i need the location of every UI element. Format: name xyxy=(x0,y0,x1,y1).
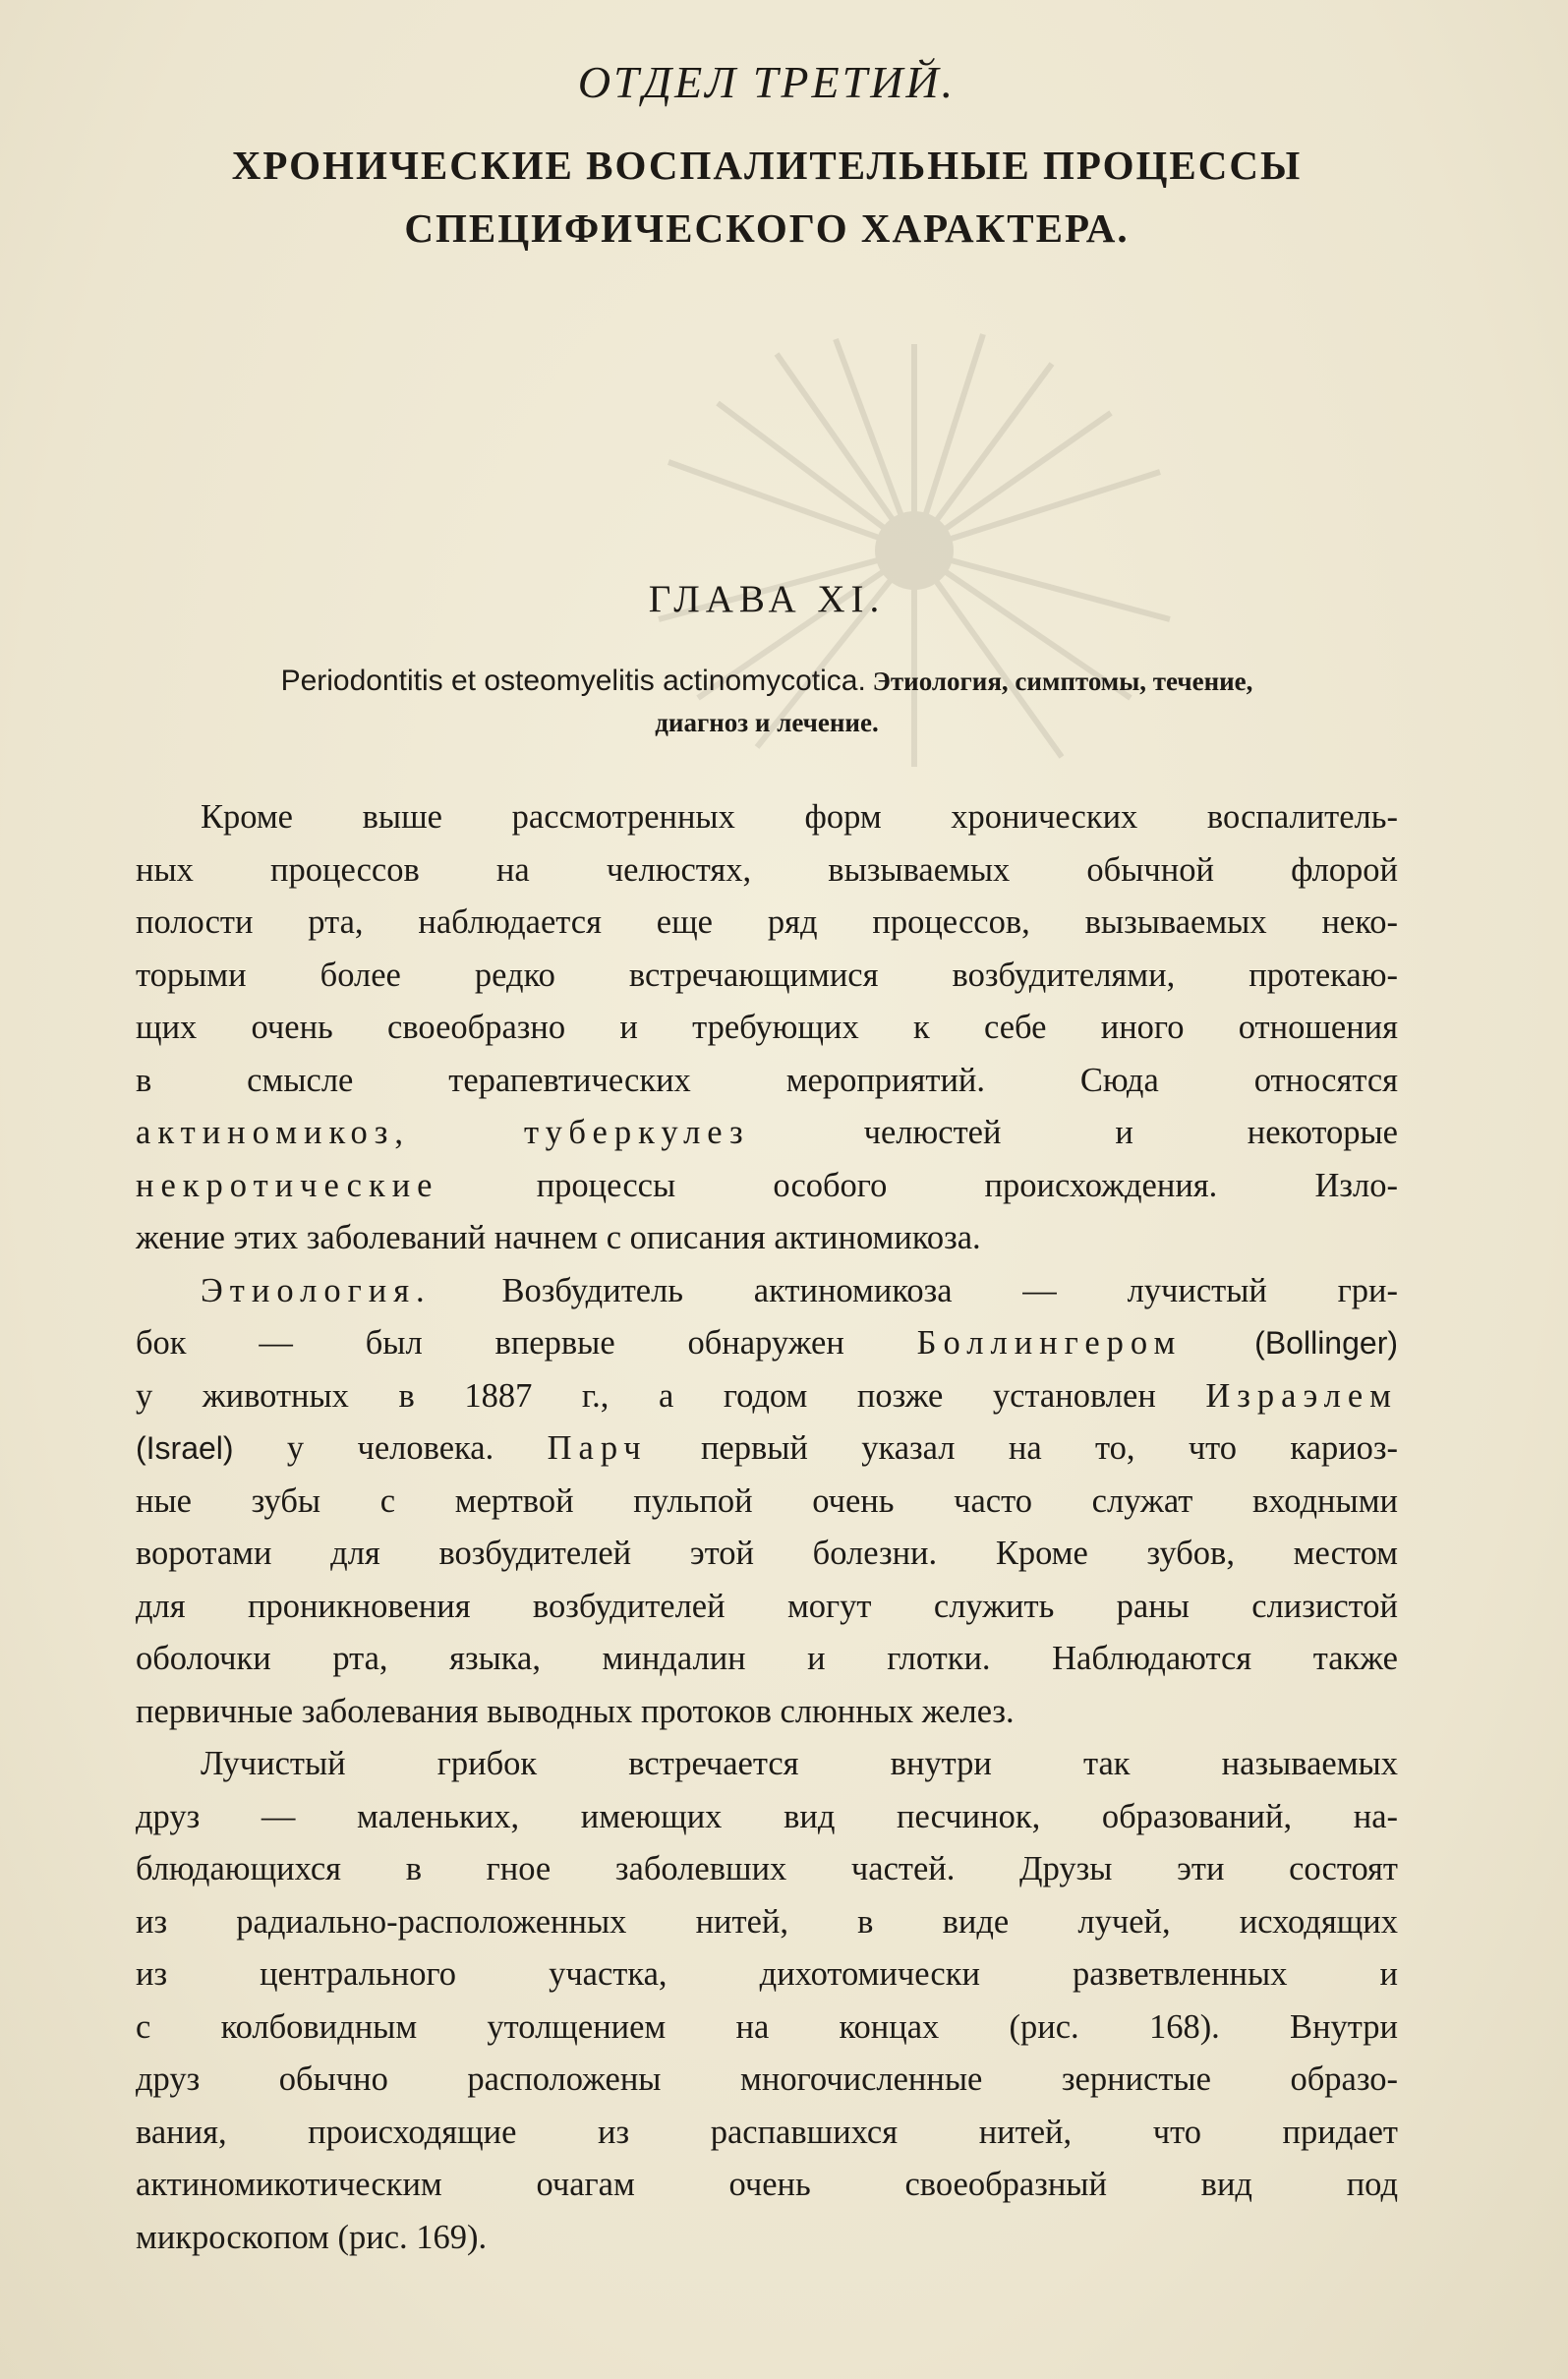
text-line: ных процессов на челюстях, вызываемых обычной флорой xyxy=(136,850,1398,889)
text-fragment: Возбудитель актиномикоза — лучистый гри- xyxy=(501,1271,1399,1309)
text-fragment: бок — был впервые обнаружен xyxy=(136,1324,844,1362)
text-fragment: у животных в 1887 г., а годом позже установлен xyxy=(136,1376,1156,1415)
text-line: воротами для возбудителей этой болезни. Кроме зубов, местом xyxy=(136,1535,1398,1572)
text-line: блюдающихся в гное заболевших частей. Друзы эти состоят xyxy=(136,1850,1398,1887)
text-line: щих очень своеобразно и требующих к себе иного отношения xyxy=(136,1009,1398,1046)
text-line: для проникновения возбудителей могут служить раны слизистой xyxy=(136,1587,1398,1625)
chapter-subtitle xyxy=(136,661,1398,743)
text-line: друз обычно расположены многочисленные зернистые образо- xyxy=(136,2060,1398,2098)
latin-name: (Bollinger) xyxy=(1254,1325,1398,1361)
paragraph-2 xyxy=(136,1265,1398,1739)
section-run-in-heading: Этиология. xyxy=(201,1271,432,1309)
text-line: жение этих заболеваний начнем с описания актиномикоза. xyxy=(136,1219,981,1256)
text-line: первичные заболевания выводных протоков слюнных желез. xyxy=(136,1692,1015,1730)
text-line: в смысле терапевтических мероприятий. Сюда относятся xyxy=(136,1061,1398,1099)
section-label: ОТДЕЛ ТРЕТИЙ. xyxy=(577,57,957,107)
text-line: друз — маленьких, имеющих вид песчинок, образований, на- xyxy=(136,1797,1398,1835)
chapter-subtitle-topics: Этиология, симптомы, течение, xyxy=(872,667,1253,696)
text-line: микроскопом (рис. 169). xyxy=(136,2218,488,2256)
text-line xyxy=(136,1422,1398,1476)
body-text xyxy=(136,791,1398,2264)
text-line: оболочки рта, языка, миндалин и глотки. Наблюдаются также xyxy=(136,1640,1398,1677)
text-line: с колбовидным утолщением на концах (рис. 168). Внутри xyxy=(136,2007,1398,2046)
text-line xyxy=(136,1107,1398,1160)
text-line: Кроме выше рассмотренных форм хронических воспалитель- xyxy=(201,798,1398,836)
part-title-line-1: ХРОНИЧЕСКИЕ ВОСПАЛИТЕЛЬНЫЕ ПРОЦЕССЫ xyxy=(231,143,1303,188)
text-fragment: первый указал на то, что кариоз- xyxy=(700,1429,1399,1467)
text-line: полости рта, наблюдается еще ряд процессов, вызываемых неко- xyxy=(136,903,1398,941)
text-line: вания, происходящие из распавшихся нитей, что придает xyxy=(136,2113,1398,2151)
text-line: из радиально-расположенных нитей, в виде лучей, исходящих xyxy=(136,1902,1398,1941)
text-line: ные зубы с мертвой пульпой очень часто служат входными xyxy=(136,1481,1398,1520)
text-line: торыми более редко встречающимися возбудителями, протекаю- xyxy=(136,956,1398,994)
chapter-title: ГЛАВА XI. xyxy=(648,578,886,620)
paragraph-3 xyxy=(136,1738,1398,2264)
text-line: актиномикотическим очагам очень своеобразный вид под xyxy=(136,2166,1398,2203)
author-name: Боллингером xyxy=(916,1324,1183,1362)
text-fragment: челюстей и некоторые xyxy=(863,1114,1398,1151)
author-name: Израэлем xyxy=(1205,1376,1398,1415)
text-line xyxy=(136,1370,1398,1423)
part-title-line-2: СПЕЦИФИЧЕСКОГО ХАРАКТЕРА. xyxy=(404,205,1130,251)
text-line xyxy=(136,1317,1398,1370)
chapter-subtitle-topics-2: диагноз и лечение. xyxy=(655,708,879,737)
emphasis-term: актиномикоз, xyxy=(136,1114,411,1151)
text-line xyxy=(136,1265,1398,1318)
text-fragment: процессы особого происхождения. Изло- xyxy=(536,1166,1399,1204)
latin-name: (Israel) xyxy=(136,1430,234,1466)
text-line xyxy=(136,1160,1398,1213)
paragraph-1 xyxy=(136,791,1398,1265)
chapter-subtitle-latin: Periodontitis et osteomyelitis actinomycotica. xyxy=(280,665,866,697)
text-line: из центрального участка, дихотомически разветвленных и xyxy=(136,1955,1398,1993)
part-title xyxy=(136,134,1398,260)
text-line: Лучистый грибок встречается внутри так называемых xyxy=(201,1745,1398,1782)
text-fragment: у человека. xyxy=(286,1429,494,1467)
author-name: Парч xyxy=(547,1429,648,1467)
emphasis-term: туберкулез xyxy=(523,1114,750,1151)
emphasis-term: некротические xyxy=(136,1166,439,1204)
